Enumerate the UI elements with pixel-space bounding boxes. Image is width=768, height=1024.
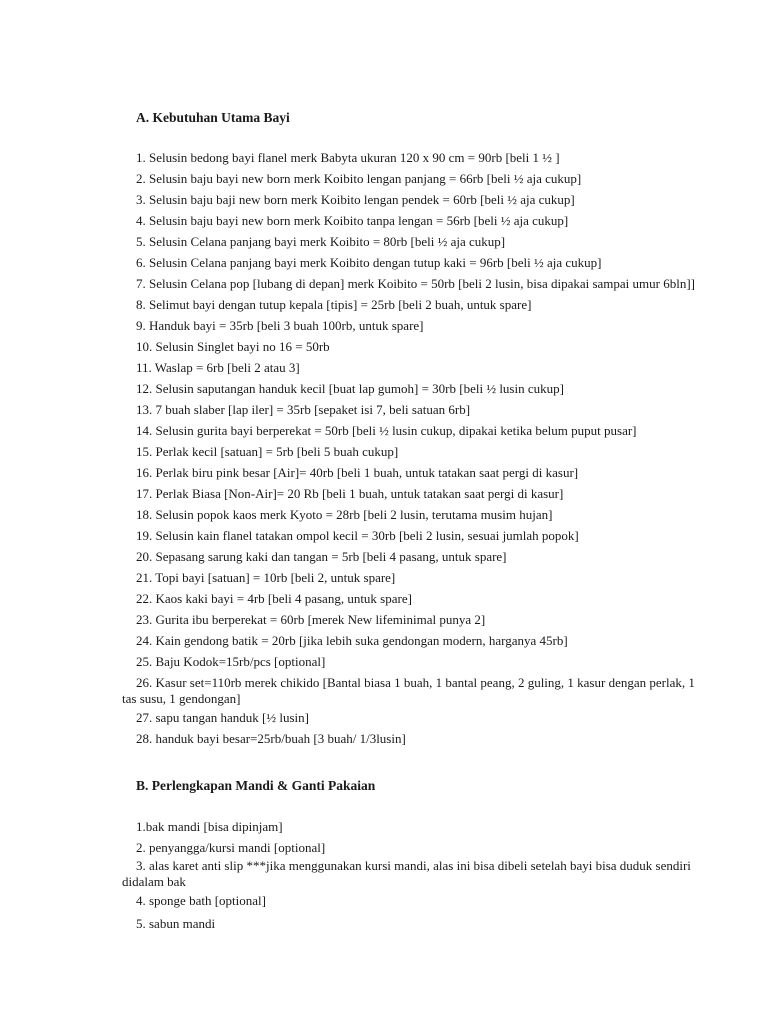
list-item: 3. Selusin baju baji new born merk Koibito lengan pendek = 60rb [beli ½ aja cukup] xyxy=(136,192,575,207)
list-item: 13. 7 buah slaber [lap iler] = 35rb [sepaket isi 7, beli satuan 6rb] xyxy=(136,402,471,417)
list-item: 27. sapu tangan handuk [½ lusin] xyxy=(136,710,309,725)
list-item: 5. Selusin Celana panjang bayi merk Koibito = 80rb [beli ½ aja cukup] xyxy=(136,234,506,249)
list-item: 1.bak mandi [bisa dipinjam] xyxy=(136,819,283,834)
list-item: 14. Selusin gurita bayi berperekat = 50rb [beli ½ lusin cukup, dipakai ketika belum puput pusar] xyxy=(136,423,637,438)
list-item: 23. Gurita ibu berperekat = 60rb [merek New lifeminimal punya 2] xyxy=(136,612,486,627)
list-item: 26. Kasur set=110rb merek chikido [Bantal biasa 1 buah, 1 bantal peang, 2 guling, 1 kasur dengan perlak, 1 tas susu, 1 gendongan] xyxy=(122,675,695,706)
list-item: 4. Selusin baju bayi new born merk Koibito tanpa lengan = 56rb [beli ½ aja cukup] xyxy=(136,213,569,228)
list-item: 9. Handuk bayi = 35rb [beli 3 buah 100rb, untuk spare] xyxy=(136,318,424,333)
list-item: 16. Perlak biru pink besar [Air]= 40rb [beli 1 buah, untuk tatakan saat pergi di kasur] xyxy=(136,465,579,480)
list-item: 2. Selusin baju bayi new born merk Koibito lengan panjang = 66rb [beli ½ aja cukup] xyxy=(136,171,582,186)
section-b-list xyxy=(122,819,707,937)
list-item: 7. Selusin Celana pop [lubang di depan] merk Koibito = 50rb [beli 2 lusin, bisa dipakai sampai umur 6bln]] xyxy=(136,276,696,291)
list-item: 8. Selimut bayi dengan tutup kepala [tipis] = 25rb [beli 2 buah, untuk spare] xyxy=(136,297,532,312)
list-item: 2. penyangga/kursi mandi [optional] xyxy=(136,840,326,855)
list-item: 18. Selusin popok kaos merk Kyoto = 28rb [beli 2 lusin, terutama musim hujan] xyxy=(136,507,553,522)
list-item: 20. Sepasang sarung kaki dan tangan = 5rb [beli 4 pasang, untuk spare] xyxy=(136,549,507,564)
list-item: 24. Kain gendong batik = 20rb [jika lebih suka gendongan modern, harganya 45rb] xyxy=(136,633,568,648)
list-item: 10. Selusin Singlet bayi no 16 = 50rb xyxy=(136,339,330,354)
list-item: 17. Perlak Biasa [Non-Air]= 20 Rb [beli 1 buah, untuk tatakan saat pergi di kasur] xyxy=(136,486,564,501)
list-item: 12. Selusin saputangan handuk kecil [buat lap gumoh] = 30rb [beli ½ lusin cukup] xyxy=(136,381,564,396)
list-item: 4. sponge bath [optional] xyxy=(136,893,266,908)
list-item: 19. Selusin kain flanel tatakan ompol kecil = 30rb [beli 2 lusin, sesuai jumlah popok] xyxy=(136,528,579,543)
list-item: 3. alas karet anti slip ***jika menggunakan kursi mandi, alas ini bisa dibeli setelah bayi bisa duduk sendiri didalam bak xyxy=(122,858,691,889)
list-item: 11. Waslap = 6rb [beli 2 atau 3] xyxy=(136,360,300,375)
section-b-title: B. Perlengkapan Mandi & Ganti Pakaian xyxy=(136,778,376,793)
section-a-title: A. Kebutuhan Utama Bayi xyxy=(136,110,290,125)
list-item: 15. Perlak kecil [satuan] = 5rb [beli 5 buah cukup] xyxy=(136,444,399,459)
list-item: 28. handuk bayi besar=25rb/buah [3 buah/ 1/3lusin] xyxy=(136,731,406,746)
list-item: 5. sabun mandi xyxy=(136,916,216,931)
list-item: 6. Selusin Celana panjang bayi merk Koibito dengan tutup kaki = 96rb [beli ½ aja cukup] xyxy=(136,255,602,270)
list-item: 21. Topi bayi [satuan] = 10rb [beli 2, untuk spare] xyxy=(136,570,396,585)
section-a-list xyxy=(122,150,707,752)
list-item: 22. Kaos kaki bayi = 4rb [beli 4 pasang, untuk spare] xyxy=(136,591,412,606)
list-item: 25. Baju Kodok=15rb/pcs [optional] xyxy=(136,654,326,669)
list-item: 1. Selusin bedong bayi flanel merk Babyta ukuran 120 x 90 cm = 90rb [beli 1 ½ ] xyxy=(136,150,560,165)
